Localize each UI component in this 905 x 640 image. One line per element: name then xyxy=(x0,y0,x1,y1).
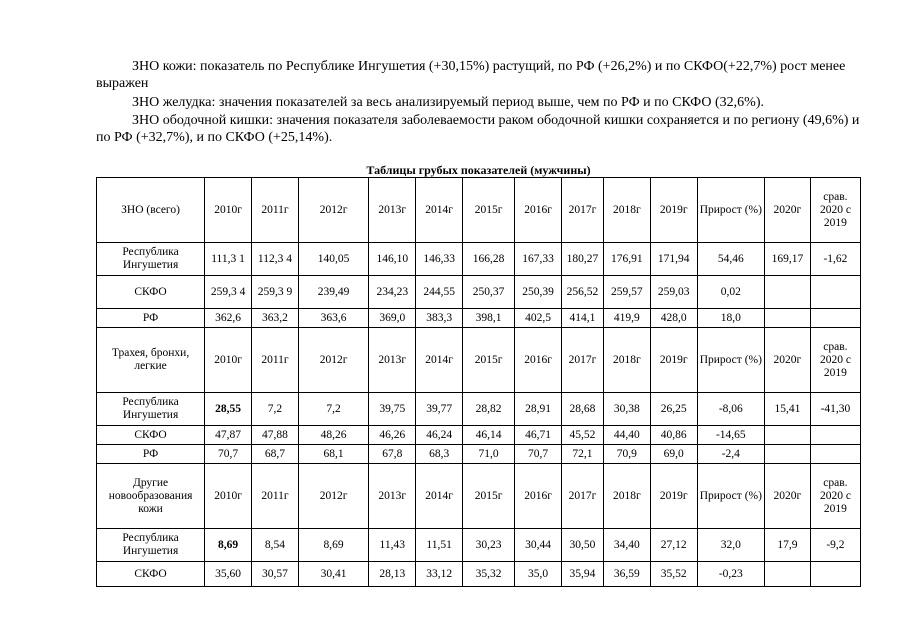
table-cell: -41,30 xyxy=(810,393,860,426)
table-cell: 48,26 xyxy=(298,426,368,445)
row-label: РФ xyxy=(97,445,205,464)
table-row xyxy=(97,445,861,464)
table-cell: 180,27 xyxy=(562,243,604,276)
table-cell: 30,23 xyxy=(463,529,515,562)
table-cell: 140,05 xyxy=(298,243,368,276)
column-header: срав. 2020 с 2019 xyxy=(810,328,860,393)
column-header: 2013г xyxy=(369,178,416,243)
table-cell: 40,86 xyxy=(650,426,697,445)
indicators-table xyxy=(96,177,861,587)
column-header: 2010г xyxy=(205,178,252,243)
table-cell: 369,0 xyxy=(369,309,416,328)
column-header: 2015г xyxy=(463,464,515,529)
table-cell: 419,9 xyxy=(603,309,650,328)
column-header: срав. 2020 с 2019 xyxy=(810,464,860,529)
row-label: Республика Ингушетия xyxy=(97,243,205,276)
table-cell: 28,13 xyxy=(369,562,416,587)
table-cell: 259,57 xyxy=(603,276,650,309)
table-cell: 18,0 xyxy=(697,309,764,328)
table-cell: 414,1 xyxy=(562,309,604,328)
table-cell: 39,77 xyxy=(416,393,463,426)
table-cell: 8,54 xyxy=(252,529,299,562)
table-cell: 47,88 xyxy=(252,426,299,445)
table-cell: 35,32 xyxy=(463,562,515,587)
column-header: 2013г xyxy=(369,328,416,393)
section-title: Другие новообразования кожи xyxy=(97,464,205,529)
table-cell xyxy=(810,445,860,464)
column-header: 2018г xyxy=(603,328,650,393)
column-header: 2015г xyxy=(463,178,515,243)
column-header: срав. 2020 с 2019 xyxy=(810,178,860,243)
table-cell: 363,2 xyxy=(252,309,299,328)
table-cell: 259,03 xyxy=(650,276,697,309)
column-header: 2020г xyxy=(764,464,810,529)
table-cell: 30,57 xyxy=(252,562,299,587)
table-cell: 45,52 xyxy=(562,426,604,445)
table-cell: 8,69 xyxy=(205,529,252,562)
table-cell xyxy=(764,562,810,587)
column-header: 2013г xyxy=(369,464,416,529)
column-header: 2017г xyxy=(562,328,604,393)
table-cell: 46,71 xyxy=(515,426,562,445)
table-cell: 72,1 xyxy=(562,445,604,464)
section-title: ЗНО (всего) xyxy=(97,178,205,243)
table-cell: 239,49 xyxy=(298,276,368,309)
table-row xyxy=(97,309,861,328)
table-cell: 146,33 xyxy=(416,243,463,276)
table-cell: 30,41 xyxy=(298,562,368,587)
table-cell: 383,3 xyxy=(416,309,463,328)
column-header: 2016г xyxy=(515,464,562,529)
table-cell: 28,68 xyxy=(562,393,604,426)
table-cell: 54,46 xyxy=(697,243,764,276)
table-cell: 259,3 4 xyxy=(205,276,252,309)
table-cell: 171,94 xyxy=(650,243,697,276)
table-cell: 70,9 xyxy=(603,445,650,464)
table-cell: 7,2 xyxy=(298,393,368,426)
column-header: 2011г xyxy=(252,328,299,393)
table-cell: 146,10 xyxy=(369,243,416,276)
table-cell: 67,8 xyxy=(369,445,416,464)
table-cell: -2,4 xyxy=(697,445,764,464)
column-header: 2012г xyxy=(298,328,368,393)
table-cell: -1,62 xyxy=(810,243,860,276)
table-cell: 402,5 xyxy=(515,309,562,328)
table-cell: -0,23 xyxy=(697,562,764,587)
table-cell: 32,0 xyxy=(697,529,764,562)
table-cell: 112,3 4 xyxy=(252,243,299,276)
column-header: 2020г xyxy=(764,178,810,243)
table-cell: 28,82 xyxy=(463,393,515,426)
column-header: 2014г xyxy=(416,328,463,393)
column-header: 2016г xyxy=(515,328,562,393)
table-row xyxy=(97,276,861,309)
table-cell: 70,7 xyxy=(515,445,562,464)
column-header: 2012г xyxy=(298,178,368,243)
table-cell: 250,37 xyxy=(463,276,515,309)
column-header: 2010г xyxy=(205,464,252,529)
column-header: 2019г xyxy=(650,328,697,393)
table-cell: 11,51 xyxy=(416,529,463,562)
table-cell: 34,40 xyxy=(603,529,650,562)
table-cell: 35,94 xyxy=(562,562,604,587)
table-cell: 71,0 xyxy=(463,445,515,464)
table-cell: 36,59 xyxy=(603,562,650,587)
table-cell: 30,50 xyxy=(562,529,604,562)
table-cell: 8,69 xyxy=(298,529,368,562)
table-cell: 15,41 xyxy=(764,393,810,426)
column-header: 2017г xyxy=(562,464,604,529)
section-title: Трахея, бронхи, легкие xyxy=(97,328,205,393)
table-cell: 256,52 xyxy=(562,276,604,309)
table-cell: 167,33 xyxy=(515,243,562,276)
row-label: СКФО xyxy=(97,276,205,309)
column-header: 2018г xyxy=(603,178,650,243)
column-header: 2014г xyxy=(416,178,463,243)
row-label: СКФО xyxy=(97,562,205,587)
table-cell: 166,28 xyxy=(463,243,515,276)
table-cell: 30,44 xyxy=(515,529,562,562)
row-label: Республика Ингушетия xyxy=(97,393,205,426)
table-cell xyxy=(764,309,810,328)
table-cell: 362,6 xyxy=(205,309,252,328)
row-label: СКФО xyxy=(97,426,205,445)
table-cell: 27,12 xyxy=(650,529,697,562)
column-header: 2020г xyxy=(764,328,810,393)
table-cell xyxy=(810,562,860,587)
column-header: 2018г xyxy=(603,464,650,529)
section-header-row xyxy=(97,464,861,529)
table-cell: 244,55 xyxy=(416,276,463,309)
table-cell: 39,75 xyxy=(369,393,416,426)
table-cell: 176,91 xyxy=(603,243,650,276)
column-header: 2011г xyxy=(252,178,299,243)
table-cell: 234,23 xyxy=(369,276,416,309)
table-row xyxy=(97,393,861,426)
table-cell: 28,55 xyxy=(205,393,252,426)
table-cell: 35,0 xyxy=(515,562,562,587)
table-cell xyxy=(810,276,860,309)
section-header-row xyxy=(97,178,861,243)
table-cell: 28,91 xyxy=(515,393,562,426)
table-cell: 259,3 9 xyxy=(252,276,299,309)
table-cell: 33,12 xyxy=(416,562,463,587)
table-cell: 46,14 xyxy=(463,426,515,445)
table-cell xyxy=(810,426,860,445)
table-cell: 46,24 xyxy=(416,426,463,445)
column-header: 2014г xyxy=(416,464,463,529)
table-cell: 46,26 xyxy=(369,426,416,445)
paragraph-stomach: ЗНО желудка: значения показателей за весь анализируемый период выше, чем по РФ и по СКФО (32,6%). xyxy=(132,95,765,110)
row-label: Республика Ингушетия xyxy=(97,529,205,562)
paragraph-colon: ЗНО ободочной кишки: значения показателя заболеваемости раком ободочной кишки сохраняется и по региону (49,6%) и по РФ (+32,7%), и по СКФО (+25,14%). xyxy=(96,113,860,145)
column-header: Прирост (%) xyxy=(697,178,764,243)
column-header: 2017г xyxy=(562,178,604,243)
table-cell xyxy=(764,445,810,464)
row-label: РФ xyxy=(97,309,205,328)
column-header: 2016г xyxy=(515,178,562,243)
table-cell xyxy=(764,426,810,445)
table-cell: 69,0 xyxy=(650,445,697,464)
table-row xyxy=(97,562,861,587)
table-cell xyxy=(810,309,860,328)
table-row xyxy=(97,426,861,445)
table-cell: 35,52 xyxy=(650,562,697,587)
column-header: 2015г xyxy=(463,328,515,393)
table-cell: 0,02 xyxy=(697,276,764,309)
table-row xyxy=(97,529,861,562)
column-header: 2011г xyxy=(252,464,299,529)
column-header: Прирост (%) xyxy=(697,464,764,529)
table-cell xyxy=(764,276,810,309)
column-header: 2012г xyxy=(298,464,368,529)
table-cell: 111,3 1 xyxy=(205,243,252,276)
table-cell: 169,17 xyxy=(764,243,810,276)
table-cell: 363,6 xyxy=(298,309,368,328)
table-cell: 398,1 xyxy=(463,309,515,328)
table-cell: 11,43 xyxy=(369,529,416,562)
table-cell: 44,40 xyxy=(603,426,650,445)
table-cell: 47,87 xyxy=(205,426,252,445)
table-cell: 35,60 xyxy=(205,562,252,587)
section-header-row xyxy=(97,328,861,393)
table-cell: 70,7 xyxy=(205,445,252,464)
table-cell: -8,06 xyxy=(697,393,764,426)
column-header: 2019г xyxy=(650,178,697,243)
table-cell: -14,65 xyxy=(697,426,764,445)
table-caption: Таблицы грубых показателей (мужчины) xyxy=(366,163,591,177)
table-cell: 68,7 xyxy=(252,445,299,464)
table-cell: 428,0 xyxy=(650,309,697,328)
paragraph-skin: ЗНО кожи: показатель по Республике Ингушетия (+30,15%) растущий, по РФ (+26,2%) и по СКФО(+22,7%) рост менее выражен xyxy=(96,59,846,91)
table-row xyxy=(97,243,861,276)
table-cell: 250,39 xyxy=(515,276,562,309)
table-cell: 68,3 xyxy=(416,445,463,464)
table-cell: 7,2 xyxy=(252,393,299,426)
column-header: 2010г xyxy=(205,328,252,393)
column-header: 2019г xyxy=(650,464,697,529)
table-cell: 26,25 xyxy=(650,393,697,426)
table-cell: 68,1 xyxy=(298,445,368,464)
table-cell: 30,38 xyxy=(603,393,650,426)
table-cell: 17,9 xyxy=(764,529,810,562)
column-header: Прирост (%) xyxy=(697,328,764,393)
table-cell: -9,2 xyxy=(810,529,860,562)
